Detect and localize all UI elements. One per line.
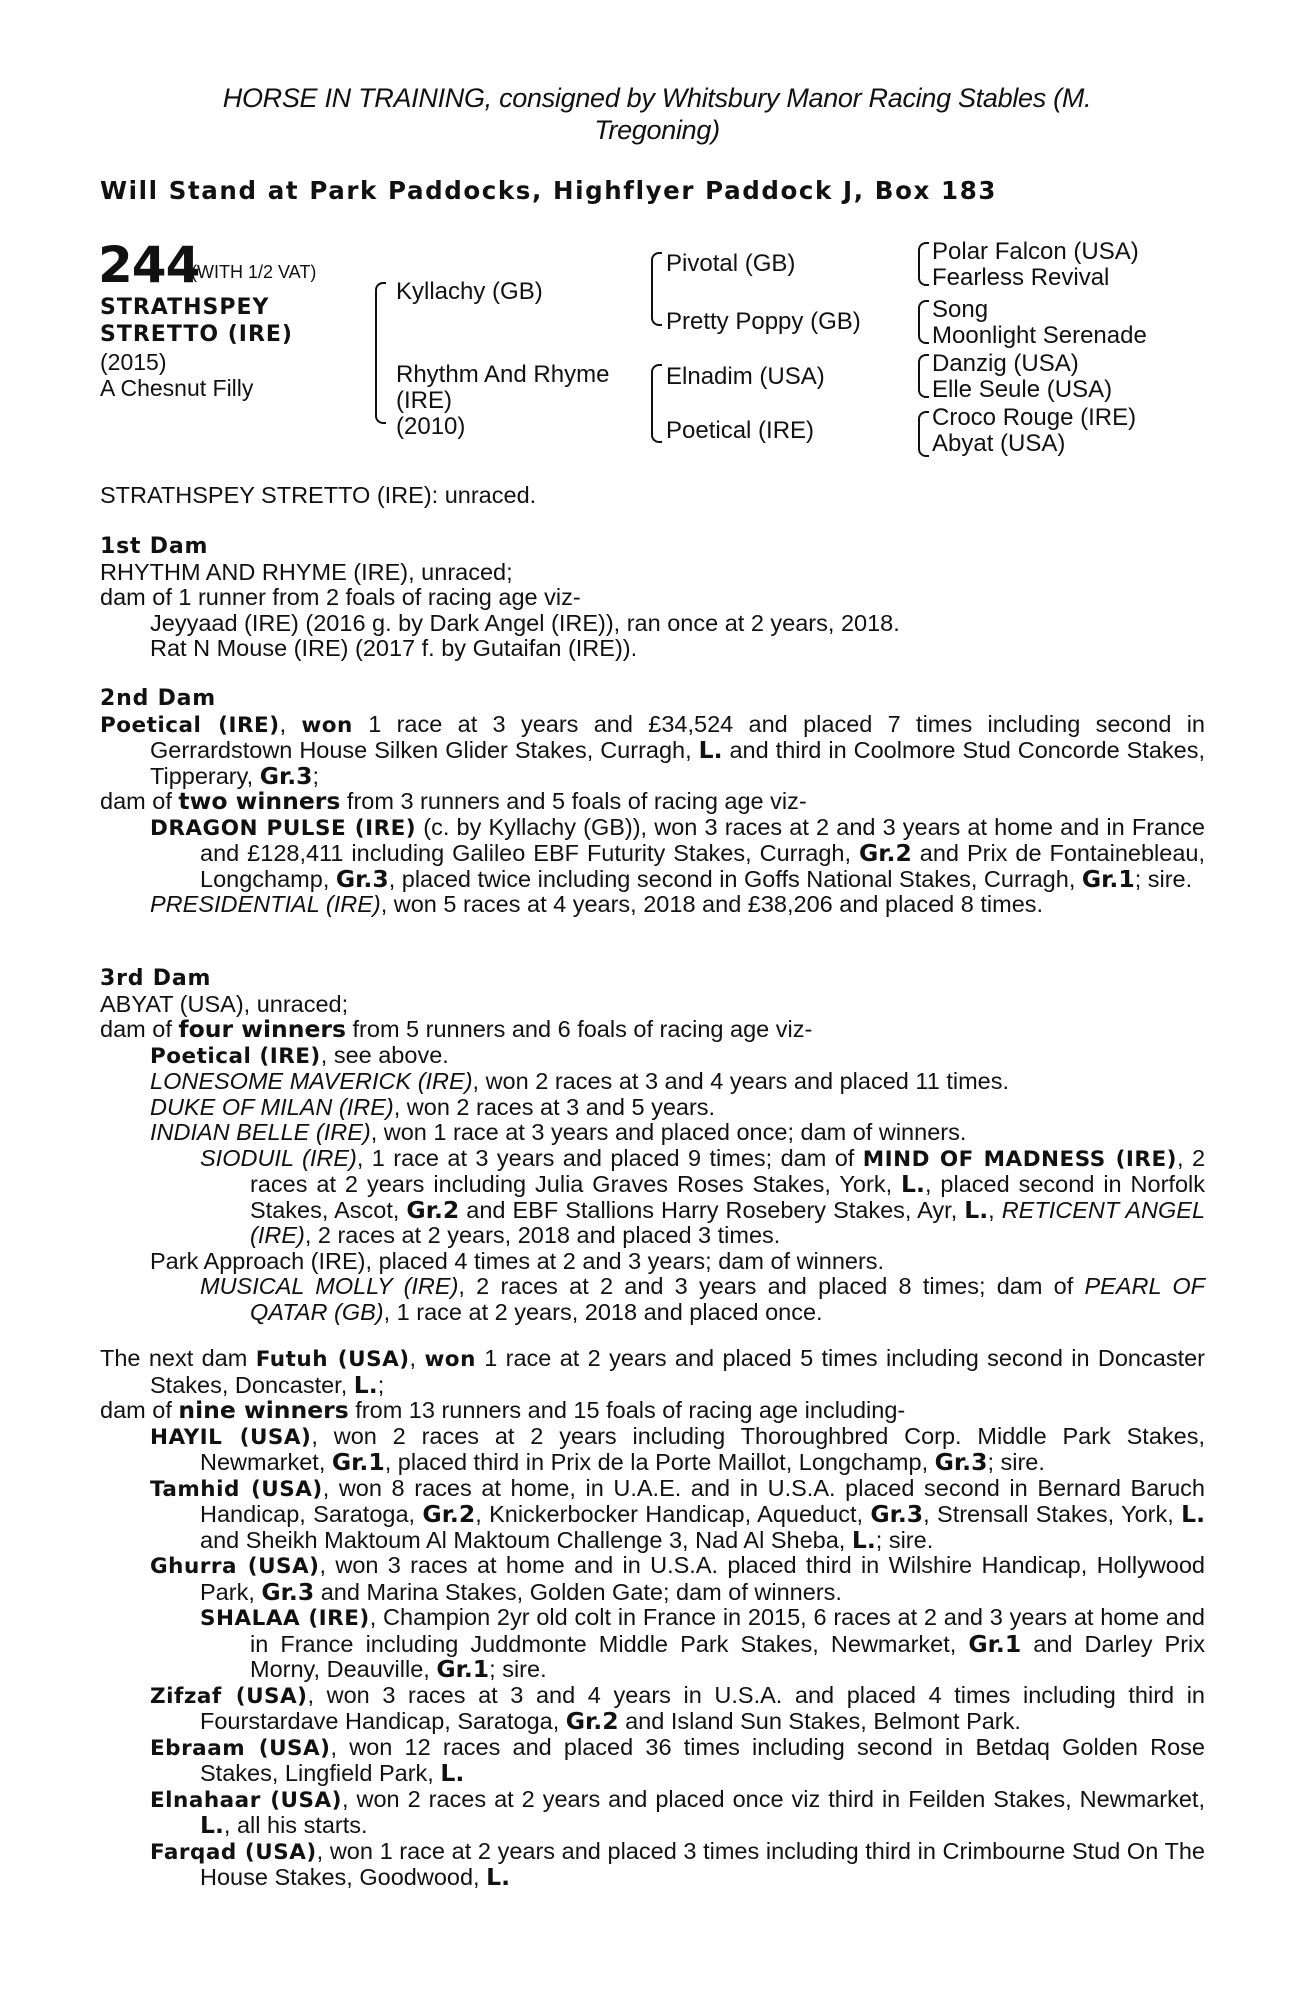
produce-park-approach: Park Approach (IRE), placed 4 times at 2 and 3 years; dam of winners.	[150, 1247, 885, 1274]
dam-name-line-2: (IRE)	[396, 387, 452, 414]
listed-label: L.	[440, 1759, 465, 1787]
text: , won 5 races at 4 years, 2018 and £38,206 and placed 8 times.	[380, 891, 1044, 917]
text: from 13 runners and 15 foals of racing age including-	[348, 1397, 906, 1423]
text: dam of	[100, 1397, 179, 1423]
horse-name: Poetical (IRE)	[150, 1043, 321, 1069]
text: , 2 races at 2 and 3 years and placed 8 times; dam of	[458, 1273, 1085, 1299]
dam	[396, 362, 609, 440]
horse-name: Elnahaar (USA)	[150, 1787, 342, 1813]
horse-name: DUKE OF MILAN (IRE)	[150, 1093, 394, 1120]
text: , won 12 races and placed 36 times including second in Betdaq Golden Rose Stakes, Lingfield Park,	[200, 1733, 1205, 1786]
horse-name: Zifzaf (USA)	[150, 1683, 308, 1709]
horse-name: Ghurra (USA)	[150, 1554, 320, 1579]
second-dam-record: Poetical (IRE), won 1 race at 3 years and £34,524 and placed 7 times including second in Gerrardstown House Silken Glider Stakes, Curragh, L. and third in Coolmore Stud Concorde Stakes, Tipperary, Gr.3;	[100, 710, 1206, 790]
listed-label: L.	[200, 1811, 224, 1839]
dams-dam: Poetical (IRE)	[666, 417, 815, 444]
stand-location: Will Stand at Park Paddocks, Highflyer Paddock J, Box 183	[100, 176, 997, 205]
horse-name: MIND OF MADNESS (IRE)	[862, 1146, 1177, 1172]
group-label: Gr.1	[1081, 864, 1135, 893]
horse-name: RETICENT ANGEL (IRE)	[250, 1196, 1206, 1248]
produce-rat-n-mouse: Rat N Mouse (IRE) (2017 f. by Gutaifan (IRE)).	[150, 635, 638, 661]
vat-note: (WITH 1/2 VAT)	[191, 262, 317, 282]
text: 1 race at 3 years and £34,524 and placed 7 times including second in Gerrardstown House Silken Glider Stakes, Curragh,	[150, 710, 1205, 763]
third-dam-line: ABYAT (USA), unraced;	[100, 990, 349, 1017]
produce-hayil	[100, 1424, 1205, 1476]
group-label: Gr.3	[261, 1577, 315, 1606]
text: (c. by Kyllachy (GB)), won 3 races at 2 and 3 years at home and in France and £128,411 including Galileo EBF Futurity Stakes, Curragh,	[200, 813, 1205, 866]
dsd: Elle Seule (USA)	[932, 376, 1113, 403]
text: , won 8 races at home, in U.A.E. and in U.S.A. placed second in Bernard Baruch Handicap, Saratoga,	[200, 1474, 1205, 1527]
dam-name-line-1: Rhythm And Rhyme	[396, 361, 610, 388]
group-label: Gr.2	[422, 1500, 476, 1528]
horse-name: MUSICAL MOLLY (IRE)	[200, 1273, 459, 1299]
text: , all his starts.	[223, 1812, 368, 1838]
horse-name: Poetical (IRE)	[100, 712, 280, 738]
text: , placed second in Norfolk Stakes, Ascot,	[250, 1171, 1205, 1223]
next-dam-produce-summary	[100, 1398, 1205, 1424]
next-dam-section	[100, 1346, 1205, 1891]
produce-indian-belle	[100, 1120, 1205, 1146]
horse-name: INDIAN BELLE (IRE)	[150, 1119, 371, 1145]
group-label: Gr.3	[870, 1500, 924, 1528]
brace-g3-3	[918, 354, 929, 398]
text: and third in Coolmore Stud Concorde Stakes, Tipperary,	[150, 737, 1206, 789]
horse-info	[100, 349, 253, 401]
sdd: Moonlight Serenade	[932, 322, 1147, 349]
text: ; sire.	[489, 1656, 547, 1682]
horse-name: SHALAA (IRE)	[200, 1606, 370, 1631]
listed-label: L.	[851, 1525, 876, 1554]
text: and EBF Stallions Harry Rosebery Stakes, Ayr,	[459, 1196, 965, 1223]
group-label: Gr.2	[406, 1195, 460, 1224]
listed-label: L.	[964, 1195, 989, 1224]
produce-musical-molly	[100, 1274, 1205, 1325]
text: , won 2 races at 2 years and placed once viz third in Feilden Stakes, Newmarket,	[341, 1785, 1205, 1812]
group-label: Gr.3	[259, 761, 313, 790]
produce-ghurra	[100, 1553, 1205, 1605]
text: , see above.	[320, 1041, 449, 1068]
text: , 1 race at 3 years and placed 9 times; dam of	[356, 1144, 863, 1171]
text: , won 1 race at 2 years and placed 3 times including third in Crimbourne Stud On The House Stakes, Goodwood,	[200, 1837, 1205, 1890]
consignor-line-1: HORSE IN TRAINING, consigned by Whitsbury Manor Racing Stables (M.	[222, 83, 1092, 113]
produce-zifzaf	[100, 1683, 1205, 1735]
text: , won 3 races at 3 and 4 years in U.S.A. and placed 4 times including third in Fourstardave Handicap, Saratoga,	[200, 1681, 1205, 1734]
sire-parents-brace	[651, 252, 662, 326]
group-label: Gr.1	[968, 1629, 1022, 1658]
listed-label: L.	[486, 1863, 510, 1891]
horse-name-line-2: STRETTO (IRE)	[100, 322, 293, 347]
text: , placed third in Prix de la Porte Maillot, Longchamp,	[384, 1449, 935, 1475]
text: , 2 races at 2 years, 2018 and placed 3 times.	[304, 1222, 781, 1248]
first-dam-produce-summary: dam of 1 runner from 2 foals of racing age viz-	[100, 584, 581, 610]
text: , won 3 races at home and in U.S.A. placed third in Wilshire Handicap, Hollywood Park,	[200, 1552, 1205, 1605]
dams-sire: Elnadim (USA)	[666, 363, 825, 390]
dam-year: (2010)	[396, 413, 466, 440]
sire-dam-brace	[375, 282, 386, 424]
third-dam-section	[100, 966, 1205, 1325]
produce-farqad	[100, 1839, 1205, 1891]
ddd: Abyat (USA)	[932, 430, 1066, 457]
horse-name: LONESOME MAVERICK (IRE)	[150, 1068, 473, 1094]
second-dam-produce-summary	[100, 789, 1205, 815]
brace-g3-4	[918, 411, 929, 457]
text: ;	[312, 762, 320, 789]
third-dam-heading: 3rd Dam	[100, 966, 212, 991]
horse-name: HAYIL (USA)	[150, 1424, 312, 1450]
text: ; sire.	[875, 1526, 934, 1553]
text: , won 2 races at 3 and 5 years.	[393, 1093, 716, 1120]
winners-count: nine winners	[178, 1396, 349, 1424]
text: dam of	[100, 1016, 179, 1042]
ssd: Fearless Revival	[932, 264, 1110, 291]
produce-lonesome-maverick	[100, 1069, 1205, 1095]
text: ;	[377, 1371, 385, 1398]
text: ; sire.	[987, 1449, 1045, 1475]
next-dam-record: The next dam Futuh (USA), won 1 race at 2 years and placed 5 times including second in Doncaster Stakes, Doncaster, L.;	[100, 1345, 1205, 1399]
dss: Danzig (USA)	[932, 350, 1079, 377]
sds: Song	[932, 296, 989, 323]
text: , placed twice including second in Goffs National Stakes, Curragh,	[388, 865, 1082, 892]
foaling-year: (2015)	[100, 349, 167, 375]
produce-jeyyaad: Jeyyaad (IRE) (2016 g. by Dark Angel (IRE)), ran once at 2 years, 2018.	[150, 609, 900, 636]
text: The next dam	[100, 1345, 256, 1371]
text: and Marina Stakes, Golden Gate; dam of winners.	[314, 1578, 842, 1605]
listed-label: L.	[901, 1170, 925, 1198]
horse-name-line-1: STRATHSPEY	[100, 295, 270, 320]
listed-label: L.	[698, 736, 723, 764]
horse-name: SIODUIL (IRE)	[200, 1144, 357, 1171]
text: and Island Sun Stakes, Belmont Park.	[618, 1708, 1021, 1734]
winners-count: two winners	[178, 787, 341, 815]
text: , won 2 races at 2 years including Thoroughbred Corp. Middle Park Stakes, Newmarket,	[200, 1422, 1205, 1475]
produce-dragon-pulse	[100, 815, 1205, 893]
horse-name: Farqad (USA)	[150, 1839, 317, 1865]
produce-tamhid	[100, 1476, 1205, 1554]
winners-count: four winners	[178, 1015, 346, 1043]
text: , Knickerbocker Handicap, Aqueduct,	[475, 1501, 871, 1527]
group-label: Gr.1	[331, 1448, 385, 1476]
text: dam of	[100, 788, 179, 814]
text: , won 1 race at 3 years and placed once; dam of winners.	[370, 1119, 967, 1145]
listed-label: L.	[1181, 1500, 1205, 1528]
first-dam-section	[100, 534, 1205, 662]
text: , Strensall Stakes, York,	[923, 1501, 1182, 1527]
produce-shalaa	[100, 1605, 1205, 1683]
sss: Polar Falcon (USA)	[932, 238, 1139, 265]
dam-parents-brace	[651, 364, 662, 443]
text: , Champion 2yr old colt in France in 2015, 6 races at 2 and 3 years at home and in France including Juddmonte Middle Park Stakes, Newmarket,	[250, 1604, 1205, 1657]
horse-description: A Chesnut Filly	[100, 375, 254, 401]
sire: Kyllachy (GB)	[396, 278, 543, 305]
race-summary: STRATHSPEY STRETTO (IRE): unraced.	[100, 482, 537, 508]
text: , 2 races at 2 years including Julia Graves Roses Stakes, York,	[250, 1144, 1206, 1197]
group-label: Gr.2	[859, 839, 912, 867]
sires-sire: Pivotal (GB)	[666, 250, 796, 277]
text: and Sheikh Maktoum Al Maktoum Challenge 3, Nad Al Sheba,	[200, 1526, 852, 1553]
won-word: won	[424, 1347, 476, 1372]
group-label: Gr.3	[335, 864, 389, 893]
consignor-line-2: Tregoning)	[594, 115, 720, 145]
lot-number: 244	[98, 236, 200, 294]
group-label: Gr.2	[565, 1707, 619, 1735]
brace-g3-1	[918, 242, 929, 286]
group-label: Gr.3	[934, 1448, 988, 1476]
text: , 1 race at 2 years, 2018 and placed once.	[383, 1298, 823, 1325]
horse-name: PEARL OF QATAR (GB)	[250, 1273, 1205, 1325]
third-dam-produce-summary	[100, 1017, 1205, 1043]
sires-dam: Pretty Poppy (GB)	[666, 308, 861, 335]
text: , won 2 races at 3 and 4 years and placed 11 times.	[472, 1068, 1009, 1094]
won-word: won	[301, 712, 353, 738]
horse-name: Ebraam (USA)	[150, 1735, 331, 1761]
text: 1 race at 2 years and placed 5 times including second in Doncaster Stakes, Doncaster,	[150, 1345, 1205, 1398]
dds: Croco Rouge (IRE)	[932, 404, 1137, 431]
horse-name: Tamhid (USA)	[150, 1476, 323, 1502]
text: and Prix de Fontainebleau, Longchamp,	[200, 840, 1205, 892]
text: ,	[988, 1196, 1002, 1223]
text: and Darley Prix Morny, Deauville,	[250, 1630, 1205, 1682]
horse-name: Futuh (USA)	[255, 1347, 410, 1372]
text: from 5 runners and 6 foals of racing age viz-	[346, 1016, 813, 1042]
produce-ebraam	[100, 1735, 1205, 1787]
brace-g3-2	[918, 300, 929, 344]
second-dam-section	[100, 686, 1205, 918]
first-dam-line: RHYTHM AND RHYME (IRE), unraced;	[100, 558, 513, 585]
first-dam-heading: 1st Dam	[100, 534, 209, 559]
produce-poetical	[100, 1043, 1205, 1070]
produce-elnahaar	[100, 1787, 1205, 1839]
text: from 3 runners and 5 foals of racing age viz-	[340, 788, 807, 814]
listed-label: L.	[353, 1370, 378, 1399]
group-label: Gr.1	[436, 1655, 490, 1683]
produce-presidential	[100, 892, 1205, 918]
horse-name: PRESIDENTIAL (IRE)	[150, 891, 381, 917]
consignor-header	[100, 82, 1214, 146]
horse-name	[100, 294, 360, 348]
text: ; sire.	[1134, 865, 1193, 892]
produce-duke-of-milan	[100, 1095, 1205, 1121]
horse-name: DRAGON PULSE (IRE)	[150, 815, 417, 841]
second-dam-heading: 2nd Dam	[100, 686, 217, 711]
produce-sioduil	[100, 1146, 1205, 1249]
